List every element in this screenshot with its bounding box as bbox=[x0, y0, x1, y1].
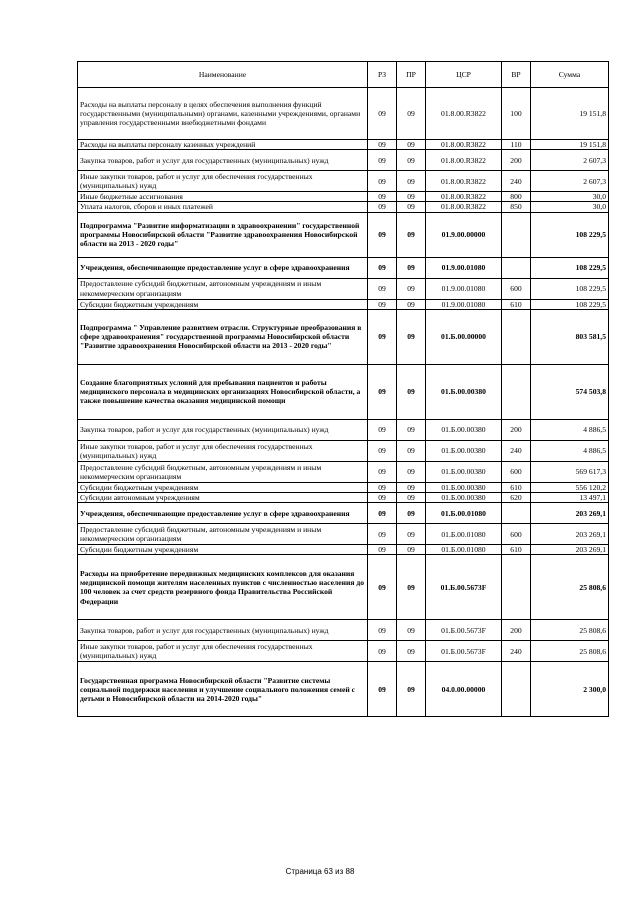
cell-sum: 203 269,1 bbox=[531, 524, 609, 545]
cell-vr bbox=[502, 257, 531, 278]
table-body bbox=[78, 88, 609, 717]
cell-sum: 2 300,0 bbox=[531, 662, 609, 717]
cell-rz: 09 bbox=[368, 662, 397, 717]
cell-rz: 09 bbox=[368, 257, 397, 278]
cell-sum: 25 808,6 bbox=[531, 555, 609, 620]
cell-pr: 09 bbox=[397, 192, 426, 202]
cell-csr: 01.Б.00.01080 bbox=[426, 524, 502, 545]
cell-pr: 09 bbox=[397, 364, 426, 419]
cell-vr bbox=[502, 503, 531, 524]
cell-name: Подпрограмма " Управление развитием отрасли. Структурные преобразования в сфере здравоохранения" государственной программы Новосибирской области "Развитие здравоохранения Новосибирской области на 2013 - 2020 годы" bbox=[78, 309, 368, 364]
cell-vr bbox=[502, 309, 531, 364]
header-pr: ПР bbox=[397, 62, 426, 88]
table-row bbox=[78, 662, 609, 717]
cell-name: Предоставление субсидий бюджетным, автономным учреждениям и иным некоммерческим организациям bbox=[78, 278, 368, 299]
cell-sum: 19 151,8 bbox=[531, 140, 609, 150]
cell-sum: 108 229,5 bbox=[531, 278, 609, 299]
cell-csr: 01.Б.00.01080 bbox=[426, 545, 502, 555]
table-header bbox=[78, 62, 609, 88]
cell-pr: 09 bbox=[397, 88, 426, 140]
cell-csr: 01.9.00.00000 bbox=[426, 212, 502, 257]
cell-vr: 610 bbox=[502, 299, 531, 309]
cell-pr: 09 bbox=[397, 202, 426, 212]
table-row bbox=[78, 419, 609, 440]
table-row bbox=[78, 641, 609, 662]
cell-csr: 01.Б.00.5673F bbox=[426, 555, 502, 620]
cell-sum: 30,0 bbox=[531, 192, 609, 202]
cell-vr bbox=[502, 212, 531, 257]
cell-pr: 09 bbox=[397, 555, 426, 620]
table-row bbox=[78, 309, 609, 364]
cell-vr: 200 bbox=[502, 150, 531, 171]
cell-sum: 556 120,2 bbox=[531, 482, 609, 492]
cell-name: Подпрограмма "Развитие информатизации в здравоохранении" государственной программы Новосибирской области "Развитие здравоохранения Новосибирской области на 2013 - 2020 годы" bbox=[78, 212, 368, 257]
table-row bbox=[78, 545, 609, 555]
cell-rz: 09 bbox=[368, 212, 397, 257]
cell-rz: 09 bbox=[368, 419, 397, 440]
cell-name: Закупка товаров, работ и услуг для государственных (муниципальных) нужд bbox=[78, 150, 368, 171]
cell-csr: 01.Б.00.00380 bbox=[426, 419, 502, 440]
cell-sum: 13 497,1 bbox=[531, 493, 609, 503]
cell-rz: 09 bbox=[368, 641, 397, 662]
cell-name: Иные закупки товаров, работ и услуг для обеспечения государственных (муниципальных) нужд bbox=[78, 171, 368, 192]
cell-rz: 09 bbox=[368, 309, 397, 364]
cell-rz: 09 bbox=[368, 140, 397, 150]
cell-vr: 600 bbox=[502, 278, 531, 299]
cell-csr: 01.8.00.R3822 bbox=[426, 171, 502, 192]
cell-name: Закупка товаров, работ и услуг для государственных (муниципальных) нужд bbox=[78, 620, 368, 641]
header-vr: ВР bbox=[502, 62, 531, 88]
cell-name: Субсидии бюджетным учреждениям bbox=[78, 299, 368, 309]
cell-name: Субсидии бюджетным учреждениям bbox=[78, 545, 368, 555]
cell-vr: 240 bbox=[502, 440, 531, 461]
cell-pr: 09 bbox=[397, 309, 426, 364]
cell-rz: 09 bbox=[368, 555, 397, 620]
cell-pr: 09 bbox=[397, 493, 426, 503]
cell-name: Расходы на выплаты персоналу казенных учреждений bbox=[78, 140, 368, 150]
cell-csr: 01.Б.00.00380 bbox=[426, 440, 502, 461]
cell-rz: 09 bbox=[368, 364, 397, 419]
cell-rz: 09 bbox=[368, 278, 397, 299]
cell-name: Иные закупки товаров, работ и услуг для обеспечения государственных (муниципальных) нужд bbox=[78, 641, 368, 662]
cell-name: Субсидии бюджетным учреждениям bbox=[78, 482, 368, 492]
cell-vr: 240 bbox=[502, 171, 531, 192]
cell-sum: 25 808,6 bbox=[531, 641, 609, 662]
cell-pr: 09 bbox=[397, 440, 426, 461]
cell-csr: 01.Б.00.5673F bbox=[426, 641, 502, 662]
table-row bbox=[78, 493, 609, 503]
table-row bbox=[78, 140, 609, 150]
cell-pr: 09 bbox=[397, 662, 426, 717]
cell-rz: 09 bbox=[368, 299, 397, 309]
table-row bbox=[78, 202, 609, 212]
cell-name: Учреждения, обеспечивающие предоставление услуг в сфере здравоохранения bbox=[78, 503, 368, 524]
table-row bbox=[78, 150, 609, 171]
cell-vr: 620 bbox=[502, 493, 531, 503]
cell-name: Расходы на выплаты персоналу в целях обеспечения выполнения функций государственными (муниципальными) органами, казенными учреждениями, органами управления государственными внебюджетными фондами bbox=[78, 88, 368, 140]
cell-sum: 108 229,5 bbox=[531, 212, 609, 257]
header-sum: Сумма bbox=[531, 62, 609, 88]
cell-sum: 203 269,1 bbox=[531, 503, 609, 524]
cell-sum: 569 617,3 bbox=[531, 461, 609, 482]
cell-rz: 09 bbox=[368, 461, 397, 482]
cell-sum: 108 229,5 bbox=[531, 299, 609, 309]
cell-pr: 09 bbox=[397, 482, 426, 492]
cell-csr: 01.8.00.R3822 bbox=[426, 192, 502, 202]
cell-csr: 01.8.00.R3822 bbox=[426, 140, 502, 150]
cell-rz: 09 bbox=[368, 482, 397, 492]
cell-pr: 09 bbox=[397, 171, 426, 192]
cell-csr: 01.8.00.R3822 bbox=[426, 150, 502, 171]
cell-rz: 09 bbox=[368, 440, 397, 461]
cell-csr: 01.Б.00.5673F bbox=[426, 620, 502, 641]
cell-vr: 610 bbox=[502, 545, 531, 555]
cell-rz: 09 bbox=[368, 503, 397, 524]
table-row bbox=[78, 461, 609, 482]
cell-sum: 2 607,3 bbox=[531, 150, 609, 171]
table-row bbox=[78, 278, 609, 299]
header-name: Наименование bbox=[78, 62, 368, 88]
cell-vr: 240 bbox=[502, 641, 531, 662]
cell-csr: 01.9.00.01080 bbox=[426, 299, 502, 309]
cell-csr: 01.Б.00.00380 bbox=[426, 493, 502, 503]
cell-pr: 09 bbox=[397, 524, 426, 545]
cell-vr: 600 bbox=[502, 524, 531, 545]
cell-pr: 09 bbox=[397, 257, 426, 278]
cell-pr: 09 bbox=[397, 419, 426, 440]
cell-vr: 850 bbox=[502, 202, 531, 212]
cell-rz: 09 bbox=[368, 192, 397, 202]
header-rz: РЗ bbox=[368, 62, 397, 88]
cell-pr: 09 bbox=[397, 140, 426, 150]
table-row bbox=[78, 257, 609, 278]
cell-rz: 09 bbox=[368, 88, 397, 140]
cell-csr: 01.Б.00.01080 bbox=[426, 503, 502, 524]
cell-name: Предоставление субсидий бюджетным, автономным учреждениям и иным некоммерческим организациям bbox=[78, 524, 368, 545]
cell-rz: 09 bbox=[368, 171, 397, 192]
cell-rz: 09 bbox=[368, 545, 397, 555]
cell-name: Уплата налогов, сборов и иных платежей bbox=[78, 202, 368, 212]
cell-pr: 09 bbox=[397, 212, 426, 257]
cell-name: Иные бюджетные ассигнования bbox=[78, 192, 368, 202]
cell-rz: 09 bbox=[368, 150, 397, 171]
cell-rz: 09 bbox=[368, 493, 397, 503]
cell-name: Иные закупки товаров, работ и услуг для обеспечения государственных (муниципальных) нужд bbox=[78, 440, 368, 461]
cell-csr: 01.Б.00.00380 bbox=[426, 461, 502, 482]
page-number: Страница 63 из 88 bbox=[285, 867, 355, 876]
cell-name: Создание благоприятных условий для пребывания пациентов и работы медицинского персонала в медицинских организациях Новосибирской области, а также повышение качества оказания медицинской помощи bbox=[78, 364, 368, 419]
table-row bbox=[78, 171, 609, 192]
cell-rz: 09 bbox=[368, 620, 397, 641]
cell-pr: 09 bbox=[397, 299, 426, 309]
cell-name: Государственная программа Новосибирской области "Развитие системы социальной поддержки населения и улучшение социального положения семей с детьми в Новосибирской области на 2014-2020 годы" bbox=[78, 662, 368, 717]
budget-table bbox=[77, 61, 609, 717]
cell-vr bbox=[502, 662, 531, 717]
cell-pr: 09 bbox=[397, 461, 426, 482]
table-row bbox=[78, 482, 609, 492]
cell-sum: 4 886,5 bbox=[531, 419, 609, 440]
cell-csr: 01.Б.00.00380 bbox=[426, 364, 502, 419]
cell-vr: 800 bbox=[502, 192, 531, 202]
table-row bbox=[78, 620, 609, 641]
cell-csr: 01.Б.00.00380 bbox=[426, 482, 502, 492]
table-row bbox=[78, 555, 609, 620]
cell-name: Предоставление субсидий бюджетным, автономным учреждениям и иным некоммерческим организациям bbox=[78, 461, 368, 482]
cell-vr bbox=[502, 555, 531, 620]
cell-pr: 09 bbox=[397, 620, 426, 641]
table-row bbox=[78, 503, 609, 524]
cell-name: Закупка товаров, работ и услуг для государственных (муниципальных) нужд bbox=[78, 419, 368, 440]
cell-csr: 01.9.00.01080 bbox=[426, 278, 502, 299]
cell-sum: 108 229,5 bbox=[531, 257, 609, 278]
cell-name: Учреждения, обеспечивающие предоставление услуг в сфере здравоохранения bbox=[78, 257, 368, 278]
cell-name: Субсидии автономным учреждениям bbox=[78, 493, 368, 503]
cell-csr: 01.9.00.01080 bbox=[426, 257, 502, 278]
cell-pr: 09 bbox=[397, 278, 426, 299]
cell-vr: 200 bbox=[502, 419, 531, 440]
cell-sum: 574 503,8 bbox=[531, 364, 609, 419]
cell-pr: 09 bbox=[397, 641, 426, 662]
cell-pr: 09 bbox=[397, 503, 426, 524]
table-row bbox=[78, 364, 609, 419]
cell-csr: 01.Б.00.00000 bbox=[426, 309, 502, 364]
table-row bbox=[78, 299, 609, 309]
cell-vr: 610 bbox=[502, 482, 531, 492]
table-row bbox=[78, 440, 609, 461]
cell-sum: 25 808,6 bbox=[531, 620, 609, 641]
cell-rz: 09 bbox=[368, 202, 397, 212]
cell-vr: 110 bbox=[502, 140, 531, 150]
cell-vr: 600 bbox=[502, 461, 531, 482]
cell-sum: 4 886,5 bbox=[531, 440, 609, 461]
cell-name: Расходы на приобретение передвижных медицинских комплексов для оказания медицинской помощи жителям населенных пунктов с численностью населения до 100 человек за счет средств резервного фонда Правительства Российской Федерации bbox=[78, 555, 368, 620]
cell-vr: 200 bbox=[502, 620, 531, 641]
cell-vr bbox=[502, 364, 531, 419]
cell-sum: 2 607,3 bbox=[531, 171, 609, 192]
cell-csr: 01.8.00.R3822 bbox=[426, 202, 502, 212]
header-csr: ЦСР bbox=[426, 62, 502, 88]
cell-pr: 09 bbox=[397, 545, 426, 555]
cell-csr: 04.0.00.00000 bbox=[426, 662, 502, 717]
table-row bbox=[78, 212, 609, 257]
cell-sum: 30,0 bbox=[531, 202, 609, 212]
cell-rz: 09 bbox=[368, 524, 397, 545]
cell-sum: 203 269,1 bbox=[531, 545, 609, 555]
table-row bbox=[78, 524, 609, 545]
cell-sum: 803 581,5 bbox=[531, 309, 609, 364]
cell-sum: 19 151,8 bbox=[531, 88, 609, 140]
cell-csr: 01.8.00.R3822 bbox=[426, 88, 502, 140]
cell-pr: 09 bbox=[397, 150, 426, 171]
cell-vr: 100 bbox=[502, 88, 531, 140]
table-row bbox=[78, 192, 609, 202]
table-row bbox=[78, 88, 609, 140]
